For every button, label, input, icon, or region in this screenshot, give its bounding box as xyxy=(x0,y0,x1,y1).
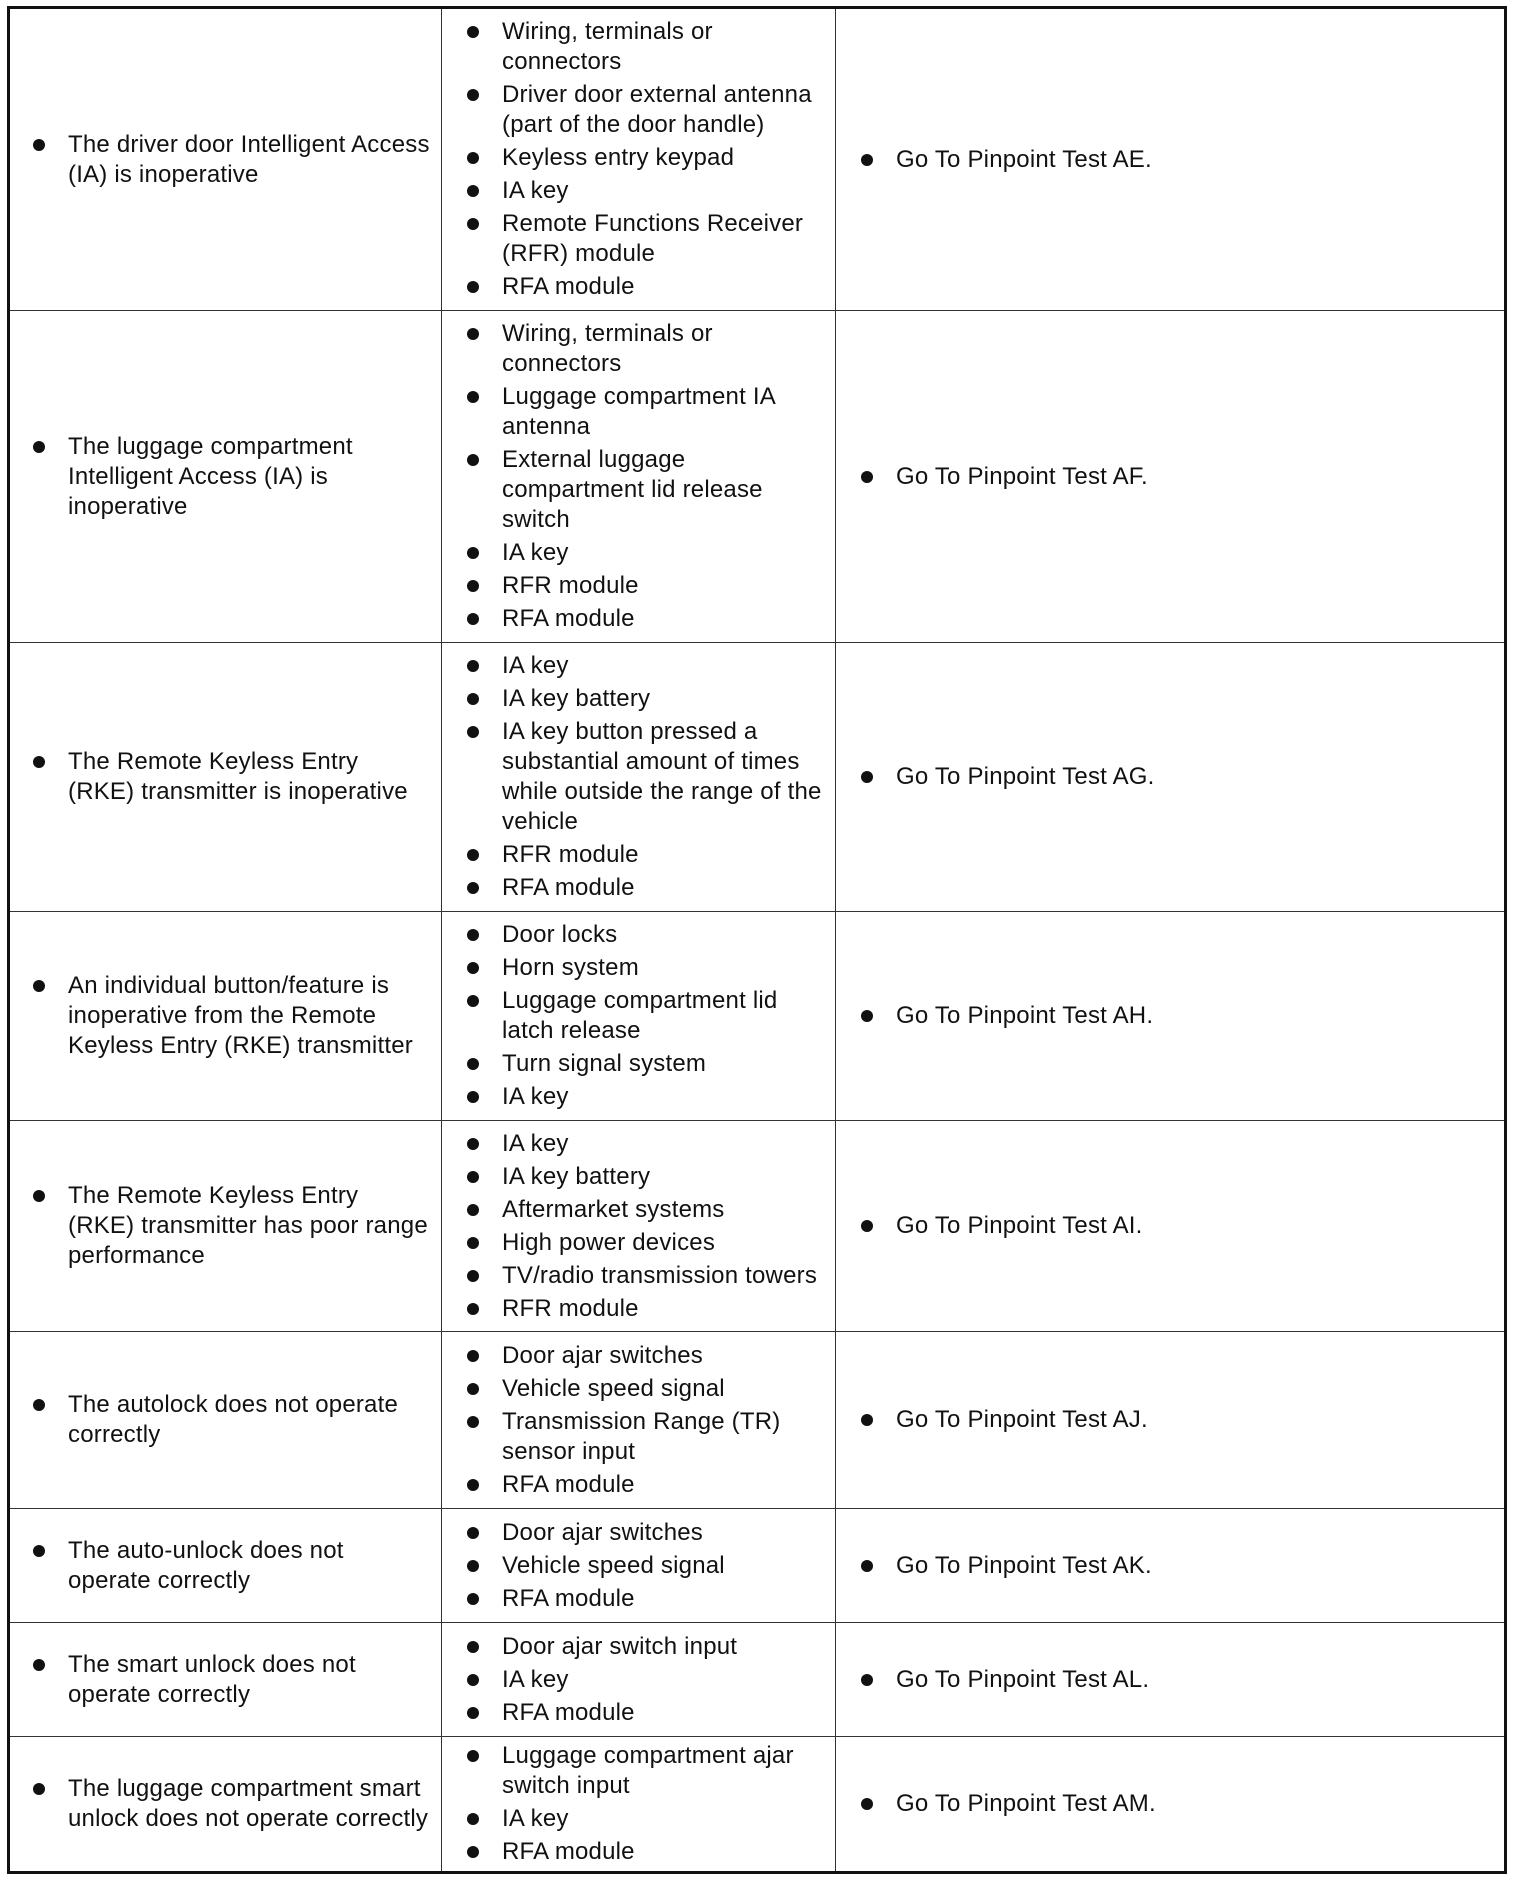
symptom-text: The luggage compartment Intelligent Access (IA) is inoperative xyxy=(68,432,353,520)
cause-text: Wiring, terminals or connectors xyxy=(502,320,713,377)
cause-text: Vehicle speed signal xyxy=(502,1374,725,1402)
bullet-icon xyxy=(861,771,873,783)
bullet-icon xyxy=(467,1138,479,1150)
action-cell xyxy=(836,912,1504,1120)
bullet-icon xyxy=(467,726,479,738)
cause-text: Aftermarket systems xyxy=(502,1195,725,1223)
bullet-icon xyxy=(467,1058,479,1070)
symptom-text: An individual button/feature is inoperative from the Remote Keyless Entry (RKE) transmitter xyxy=(68,972,413,1059)
cause-text: TV/radio transmission towers xyxy=(502,1261,818,1289)
bullet-icon xyxy=(467,185,479,197)
causes-cell xyxy=(442,643,836,911)
symptom-cell xyxy=(10,1509,442,1622)
pinpoint-test-link: Go To Pinpoint Test AK. xyxy=(896,1551,1152,1579)
symptom-cell xyxy=(10,9,442,310)
bullet-icon xyxy=(467,1091,479,1103)
action-cell xyxy=(836,9,1504,310)
cause-text: IA key xyxy=(502,1083,569,1110)
cause-text: High power devices xyxy=(502,1228,716,1256)
bullet-icon xyxy=(467,995,479,1007)
pinpoint-test-link: Go To Pinpoint Test AE. xyxy=(896,145,1152,173)
bullet-icon xyxy=(467,882,479,894)
cause-text: Remote Functions Receiver (RFR) module xyxy=(502,210,804,267)
pinpoint-test-link: Go To Pinpoint Test AG. xyxy=(896,763,1155,790)
cause-text: Transmission Range (TR) sensor input xyxy=(502,1407,781,1465)
bullet-icon xyxy=(467,1303,479,1315)
bullet-icon xyxy=(467,1479,479,1491)
cause-text: Luggage compartment ajar switch input xyxy=(502,1742,794,1799)
causes-cell xyxy=(442,1332,836,1508)
bullet-icon xyxy=(33,1190,45,1202)
cause-text: IA key battery xyxy=(502,1162,651,1190)
action-cell xyxy=(836,311,1504,642)
bullet-icon xyxy=(861,471,873,483)
cause-text: RFR module xyxy=(502,841,639,868)
bullet-icon xyxy=(467,613,479,625)
bullet-icon xyxy=(467,1674,479,1686)
bullet-icon xyxy=(467,218,479,230)
cause-text: Door ajar switches xyxy=(502,1518,704,1546)
bullet-icon xyxy=(861,1220,873,1232)
action-cell xyxy=(836,1623,1504,1736)
cause-text: IA key xyxy=(502,1129,569,1157)
bullet-icon xyxy=(467,929,479,941)
cause-text: External luggage compartment lid release switch xyxy=(502,446,763,533)
bullet-icon xyxy=(467,1527,479,1539)
cause-text: RFA module xyxy=(502,605,635,632)
bullet-icon xyxy=(467,1813,479,1825)
bullet-icon xyxy=(861,1798,873,1810)
bullet-icon xyxy=(861,154,873,166)
table-row xyxy=(10,1332,1504,1509)
bullet-icon xyxy=(467,1707,479,1719)
cause-text: RFA module xyxy=(502,1698,635,1726)
table-row xyxy=(10,1737,1504,1871)
symptom-text: The autolock does not operate correctly xyxy=(68,1391,399,1448)
symptom-cell xyxy=(10,1332,442,1508)
pinpoint-test-link: Go To Pinpoint Test AL. xyxy=(896,1665,1150,1693)
bullet-icon xyxy=(33,1783,45,1795)
bullet-icon xyxy=(467,152,479,164)
cause-text: Horn system xyxy=(502,954,639,981)
bullet-icon xyxy=(467,1237,479,1249)
causes-cell xyxy=(442,1737,836,1871)
table-row xyxy=(10,1509,1504,1623)
bullet-icon xyxy=(33,1399,45,1411)
diagnostic-table xyxy=(7,6,1507,1874)
symptom-text: The Remote Keyless Entry (RKE) transmitter has poor range performance xyxy=(68,1182,428,1269)
table-row xyxy=(10,912,1504,1121)
symptom-cell xyxy=(10,643,442,911)
bullet-icon xyxy=(467,1350,479,1362)
pinpoint-test-link: Go To Pinpoint Test AJ. xyxy=(896,1406,1148,1433)
cause-text: Luggage compartment IA antenna xyxy=(502,383,775,440)
pinpoint-test-link: Go To Pinpoint Test AH. xyxy=(896,1002,1154,1029)
cause-text: Vehicle speed signal xyxy=(502,1551,725,1579)
bullet-icon xyxy=(467,547,479,559)
cause-text: Luggage compartment lid latch release xyxy=(502,987,778,1044)
cause-text: Keyless entry keypad xyxy=(502,144,735,171)
table-row xyxy=(10,9,1504,311)
causes-cell xyxy=(442,9,836,310)
symptom-cell xyxy=(10,1121,442,1331)
bullet-icon xyxy=(467,1204,479,1216)
causes-cell xyxy=(442,1623,836,1736)
bullet-icon xyxy=(467,26,479,38)
cause-text: IA key xyxy=(502,1805,569,1832)
cause-text: IA key xyxy=(502,652,569,679)
action-cell xyxy=(836,643,1504,911)
causes-cell xyxy=(442,1121,836,1331)
bullet-icon xyxy=(467,1560,479,1572)
pinpoint-test-link: Go To Pinpoint Test AF. xyxy=(896,462,1148,490)
bullet-icon xyxy=(467,1416,479,1428)
symptom-text: The Remote Keyless Entry (RKE) transmitter is inoperative xyxy=(68,748,408,805)
causes-cell xyxy=(442,1509,836,1622)
cause-text: IA key xyxy=(502,539,569,566)
bullet-icon xyxy=(467,1641,479,1653)
bullet-icon xyxy=(467,962,479,974)
table-row xyxy=(10,1121,1504,1332)
bullet-icon xyxy=(467,454,479,466)
cause-text: RFA module xyxy=(502,874,635,901)
bullet-icon xyxy=(467,1383,479,1395)
cause-text: Door ajar switch input xyxy=(502,1632,738,1660)
bullet-icon xyxy=(467,281,479,293)
action-cell xyxy=(836,1332,1504,1508)
symptom-cell xyxy=(10,1623,442,1736)
cause-text: IA key xyxy=(502,1665,569,1693)
pinpoint-test-link: Go To Pinpoint Test AI. xyxy=(896,1212,1143,1239)
cause-text: RFA module xyxy=(502,1838,635,1865)
bullet-icon xyxy=(33,1659,45,1671)
symptom-text: The luggage compartment smart unlock does not operate correctly xyxy=(68,1775,429,1832)
cause-text: Turn signal system xyxy=(502,1050,707,1077)
cause-text: IA key button pressed a substantial amount of times while outside the range of the vehicle xyxy=(502,718,822,835)
cause-text: IA key xyxy=(502,177,569,204)
bullet-icon xyxy=(467,693,479,705)
bullet-icon xyxy=(861,1414,873,1426)
action-cell xyxy=(836,1737,1504,1871)
causes-cell xyxy=(442,912,836,1120)
bullet-icon xyxy=(33,1545,45,1557)
bullet-icon xyxy=(861,1674,873,1686)
table-row xyxy=(10,643,1504,912)
cause-text: RFA module xyxy=(502,1470,635,1498)
bullet-icon xyxy=(33,980,45,992)
bullet-icon xyxy=(861,1560,873,1572)
cause-text: RFR module xyxy=(502,572,639,599)
pinpoint-test-link: Go To Pinpoint Test AM. xyxy=(896,1790,1156,1817)
cause-text: RFA module xyxy=(502,1584,635,1612)
cause-text: Door locks xyxy=(502,921,618,948)
bullet-icon xyxy=(467,660,479,672)
symptom-cell xyxy=(10,311,442,642)
bullet-icon xyxy=(467,1750,479,1762)
bullet-icon xyxy=(861,1010,873,1022)
bullet-icon xyxy=(467,1171,479,1183)
table-row xyxy=(10,311,1504,643)
cause-text: Driver door external antenna (part of the door handle) xyxy=(502,81,812,138)
bullet-icon xyxy=(467,89,479,101)
symptom-cell xyxy=(10,1737,442,1871)
cause-text: Wiring, terminals or connectors xyxy=(502,18,713,75)
bullet-icon xyxy=(467,1846,479,1858)
bullet-icon xyxy=(467,391,479,403)
cause-text: IA key battery xyxy=(502,685,651,712)
action-cell xyxy=(836,1121,1504,1331)
bullet-icon xyxy=(467,849,479,861)
bullet-icon xyxy=(33,441,45,453)
action-cell xyxy=(836,1509,1504,1622)
bullet-icon xyxy=(467,1593,479,1605)
symptom-cell xyxy=(10,912,442,1120)
bullet-icon xyxy=(33,756,45,768)
symptom-text: The smart unlock does not operate correctly xyxy=(68,1650,356,1708)
bullet-icon xyxy=(467,580,479,592)
table-row xyxy=(10,1623,1504,1737)
cause-text: RFA module xyxy=(502,273,635,300)
symptom-text: The auto-unlock does not operate correctly xyxy=(68,1536,344,1594)
causes-cell xyxy=(442,311,836,642)
cause-text: RFR module xyxy=(502,1294,639,1322)
symptom-text: The driver door Intelligent Access (IA) is inoperative xyxy=(68,130,430,188)
bullet-icon xyxy=(467,1270,479,1282)
cause-text: Door ajar switches xyxy=(502,1341,704,1369)
bullet-icon xyxy=(467,328,479,340)
bullet-icon xyxy=(33,139,45,151)
